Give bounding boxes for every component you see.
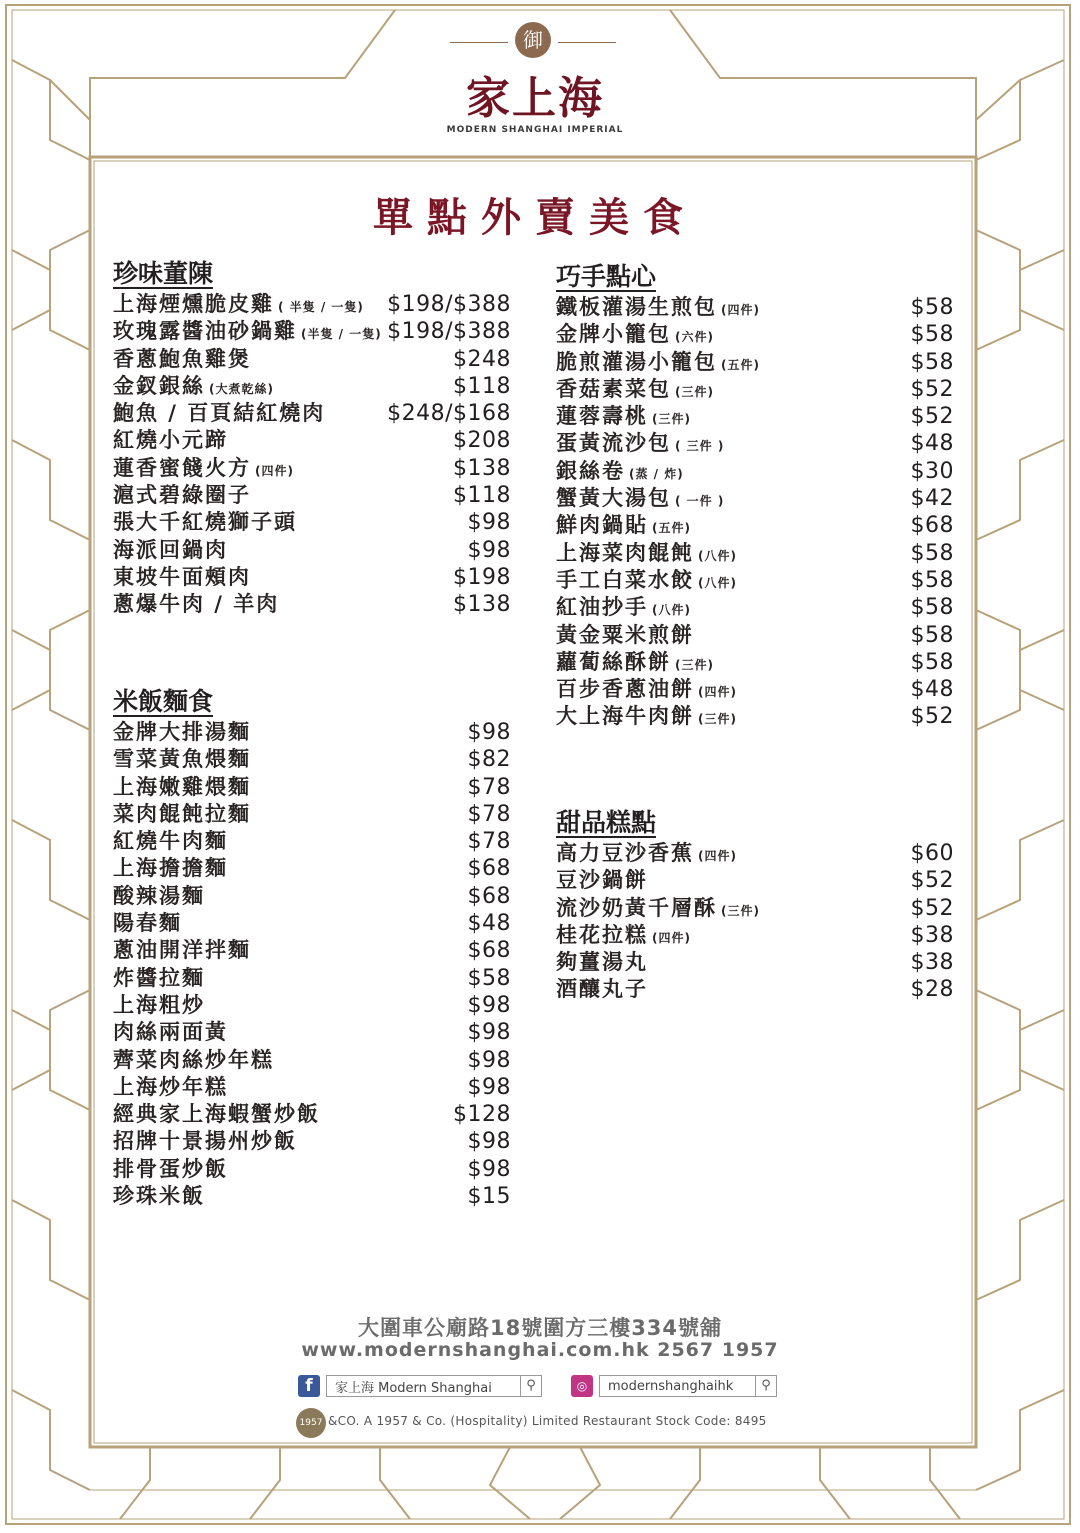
menu-item — [113, 1047, 511, 1074]
menu-item — [113, 1019, 511, 1046]
section-title: 珍味董陳 — [113, 259, 214, 288]
menu-item — [113, 937, 511, 964]
menu-item — [113, 855, 511, 882]
item-price: $198/$388 — [387, 319, 511, 345]
item-price: $38 — [910, 950, 954, 976]
item-name: 炸醬拉麵 — [113, 965, 205, 990]
item-price: $48 — [910, 677, 954, 703]
item-price: $118 — [453, 483, 511, 509]
item-price: $198 — [453, 564, 511, 590]
facebook-search-bar — [298, 1374, 542, 1398]
instagram-search-bar — [571, 1374, 777, 1398]
item-price: $68 — [467, 856, 511, 882]
item-name: 蘿蔔絲酥餅 — [556, 649, 671, 674]
item-price: $58 — [910, 295, 954, 320]
item-name: 鐵板灌湯生煎包 — [556, 295, 717, 319]
facebook-name-box — [326, 1375, 542, 1397]
item-name: 流沙奶黃千層酥 — [556, 895, 717, 920]
item-name: 香菇素菜包 — [556, 376, 671, 401]
menu-item — [556, 922, 954, 949]
menu-item — [113, 1074, 511, 1101]
item-price: $98 — [467, 1047, 511, 1073]
item-name: 排骨蛋炒飯 — [113, 1156, 228, 1181]
facebook-page-name: 家上海 Modern Shanghai — [335, 1380, 492, 1396]
menu-item — [113, 801, 511, 828]
item-price: $78 — [467, 774, 511, 800]
item-price: $82 — [467, 747, 511, 773]
menu-item — [556, 622, 954, 649]
item-name: 雪菜黃魚煨麵 — [113, 747, 251, 772]
item-portion-note: (四件) — [698, 849, 737, 863]
header-rule-right — [558, 42, 616, 43]
item-portion-note: (五件) — [652, 521, 691, 536]
item-price: $98 — [467, 1156, 511, 1182]
item-price: $138 — [453, 455, 511, 481]
header-rule-left — [450, 42, 508, 43]
item-price: $58 — [910, 322, 954, 348]
item-price: $52 — [910, 868, 954, 894]
item-price: $98 — [467, 1020, 511, 1046]
menu-item — [113, 346, 511, 373]
menu-item — [113, 1128, 511, 1155]
item-price: $58 — [910, 595, 954, 621]
item-price: $30 — [910, 458, 954, 484]
section-tianpin — [556, 806, 954, 1004]
menu-item — [113, 719, 511, 746]
item-portion-note: (半隻 / 一隻) — [301, 327, 382, 342]
instagram-name-box — [599, 1375, 777, 1397]
item-portion-note: ( 半隻 / 一隻) — [278, 300, 364, 314]
item-price: $78 — [467, 801, 511, 827]
menu-item — [113, 883, 511, 910]
item-price: $15 — [467, 1184, 511, 1210]
item-name: 銀絲卷 — [556, 458, 625, 483]
search-icon: ⚲ — [520, 1376, 541, 1396]
instagram-icon: ◎ — [571, 1375, 593, 1397]
item-portion-note: (四件) — [698, 685, 737, 700]
item-price: $52 — [910, 376, 954, 402]
item-name: 蓮蓉壽桃 — [556, 404, 648, 429]
menu-item — [113, 774, 511, 801]
item-price: $98 — [467, 1074, 511, 1100]
item-portion-note: (蒸 / 炸) — [629, 466, 684, 481]
item-name: 上海粗炒 — [113, 992, 205, 1017]
item-name: 上海煙燻脆皮雞 — [113, 292, 274, 316]
item-price: $138 — [453, 592, 511, 618]
instagram-handle: modernshanghaihk — [608, 1378, 734, 1394]
item-portion-note: ( 一件 ) — [675, 494, 725, 509]
item-name: 紅燒牛肉麵 — [113, 829, 228, 854]
section-mifan — [113, 685, 511, 1210]
company-logo: 1957 — [296, 1408, 326, 1438]
item-price: $68 — [910, 513, 954, 539]
item-name: 蔥爆牛肉 / 羊肉 — [113, 592, 280, 617]
item-price: $52 — [910, 704, 954, 730]
section-title: 米飯麵食 — [113, 687, 214, 716]
menu-item — [113, 1183, 511, 1210]
item-portion-note: (八件) — [698, 575, 737, 590]
menu-item — [113, 455, 511, 482]
menu-item — [556, 703, 954, 730]
search-icon: ⚲ — [755, 1376, 776, 1396]
item-price: $58 — [910, 622, 954, 648]
item-price: $28 — [910, 977, 954, 1003]
menu-item — [113, 537, 511, 564]
menu-item — [113, 746, 511, 773]
item-name: 蔥油開洋拌麵 — [113, 938, 251, 963]
item-price: $98 — [467, 992, 511, 1018]
item-price: $48 — [467, 911, 511, 937]
item-name: 夠薑湯丸 — [556, 950, 648, 975]
item-name: 脆煎灌湯小籠包 — [556, 349, 717, 374]
item-name: 高力豆沙香蕉 — [556, 841, 694, 865]
item-name: 手工白菜水餃 — [556, 567, 694, 592]
menu-item — [113, 564, 511, 591]
menu-item — [113, 992, 511, 1019]
menu-item — [556, 540, 954, 567]
menu-item — [556, 895, 954, 922]
menu-item — [556, 294, 954, 321]
item-name: 鮮肉鍋貼 — [556, 513, 648, 538]
item-name: 豆沙鍋餅 — [556, 868, 648, 893]
item-portion-note: (八件) — [652, 603, 691, 618]
item-name: 菜肉餛飩拉麵 — [113, 801, 251, 826]
menu-item — [113, 318, 511, 345]
seal-logo: 御 — [515, 22, 551, 58]
item-name: 珍珠米飯 — [113, 1184, 205, 1209]
facebook-icon: f — [298, 1375, 320, 1397]
menu-item — [556, 567, 954, 594]
item-price: $208 — [453, 428, 511, 454]
item-name: 蟹黃大湯包 — [556, 486, 671, 511]
item-name: 大上海牛肉餅 — [556, 704, 694, 729]
item-name: 上海菜肉餛飩 — [556, 540, 694, 565]
item-name: 紅油抄手 — [556, 595, 648, 620]
item-price: $98 — [467, 720, 511, 745]
menu-item — [113, 427, 511, 454]
item-price: $248 — [453, 346, 511, 372]
item-price: $58 — [910, 567, 954, 593]
item-price: $98 — [467, 537, 511, 563]
item-name: 鮑魚 / 百頁結紅燒肉 — [113, 401, 326, 426]
item-name: 黃金粟米煎餅 — [556, 622, 694, 647]
menu-item — [556, 458, 954, 485]
section-title: 巧手點心 — [556, 262, 657, 291]
item-name: 薺菜肉絲炒年糕 — [113, 1047, 274, 1072]
item-portion-note: (八件) — [698, 548, 737, 563]
menu-item — [556, 594, 954, 621]
item-name: 上海擔擔麵 — [113, 856, 228, 881]
menu-item — [556, 349, 954, 376]
item-name: 金牌大排湯麵 — [113, 720, 251, 744]
item-price: $60 — [910, 841, 954, 866]
item-name: 酒釀丸子 — [556, 977, 648, 1002]
item-name: 東坡牛面頰肉 — [113, 564, 251, 589]
item-price: $118 — [453, 373, 511, 399]
item-price: $68 — [467, 883, 511, 909]
item-portion-note: (六件) — [675, 330, 714, 345]
section-zhenwei — [113, 257, 511, 619]
item-price: $78 — [467, 829, 511, 855]
item-name: 上海嫩雞煨麵 — [113, 774, 251, 799]
item-name: 肉絲兩面黃 — [113, 1020, 228, 1045]
restaurant-address: 大圍車公廟路18號圍方三樓334號舖 — [357, 1316, 723, 1340]
company-info: &CO. A 1957 & Co. (Hospitality) Limited Restaurant Stock Code: 8495 — [328, 1414, 767, 1428]
menu-item — [556, 512, 954, 539]
menu-item — [556, 376, 954, 403]
menu-item — [113, 910, 511, 937]
item-price: $68 — [467, 938, 511, 964]
item-portion-note: (五件) — [721, 357, 760, 372]
item-name: 滬式碧綠圈子 — [113, 483, 251, 508]
item-price: $58 — [910, 649, 954, 675]
brand-logo: 家上海 — [466, 73, 604, 124]
menu-item — [113, 828, 511, 855]
menu-item — [113, 1101, 511, 1128]
item-portion-note: (三件) — [721, 903, 760, 918]
menu-item — [556, 676, 954, 703]
item-price: $52 — [910, 404, 954, 430]
item-name: 金釵銀絲 — [113, 373, 205, 398]
item-name: 玫瑰露醬油砂鍋雞 — [113, 319, 297, 344]
section-dianxin — [556, 260, 954, 731]
item-price: $248/$168 — [387, 401, 511, 427]
item-name: 酸辣湯麵 — [113, 883, 205, 908]
item-price: $52 — [910, 895, 954, 921]
item-name: 上海炒年糕 — [113, 1074, 228, 1099]
website-and-phone: www.modernshanghai.com.hk 2567 1957 — [301, 1339, 779, 1361]
item-price: $38 — [910, 922, 954, 948]
item-price: $48 — [910, 431, 954, 457]
item-name: 金牌小籠包 — [556, 322, 671, 347]
item-price: $198/$388 — [387, 292, 511, 317]
item-name: 陽春麵 — [113, 911, 182, 936]
item-price: $98 — [467, 510, 511, 536]
menu-item — [113, 482, 511, 509]
menu-item — [556, 976, 954, 1003]
menu-item — [556, 430, 954, 457]
menu-item — [556, 485, 954, 512]
item-name: 蛋黃流沙包 — [556, 431, 671, 456]
menu-item — [113, 400, 511, 427]
menu-item — [556, 867, 954, 894]
item-name: 張大千紅燒獅子頭 — [113, 510, 297, 535]
menu-item — [113, 965, 511, 992]
item-price: $58 — [910, 540, 954, 566]
item-portion-note: (四件) — [652, 930, 691, 945]
menu-item — [113, 373, 511, 400]
item-price: $128 — [453, 1102, 511, 1128]
item-name: 蓮香蜜餞火方 — [113, 455, 251, 480]
menu-item — [113, 591, 511, 618]
item-portion-note: (三件) — [652, 412, 691, 427]
item-price: $58 — [467, 965, 511, 991]
item-portion-note: (三件) — [698, 712, 737, 727]
menu-item — [556, 949, 954, 976]
menu-item — [556, 321, 954, 348]
item-price: $58 — [910, 349, 954, 375]
section-title: 甜品糕點 — [556, 808, 657, 837]
item-name: 桂花拉糕 — [556, 922, 648, 947]
item-name: 香蔥鮑魚雞煲 — [113, 346, 251, 371]
item-price: $42 — [910, 486, 954, 512]
menu-item — [556, 840, 954, 867]
menu-item — [556, 649, 954, 676]
item-portion-note: (三件) — [675, 657, 714, 672]
brand-english-name: MODERN SHANGHAI IMPERIAL — [446, 125, 624, 135]
menu-item — [113, 509, 511, 536]
menu-item — [113, 1156, 511, 1183]
item-name: 紅燒小元蹄 — [113, 428, 228, 453]
item-name: 海派回鍋肉 — [113, 537, 228, 562]
item-portion-note: (大煮乾絲) — [209, 381, 274, 396]
menu-item — [556, 403, 954, 430]
item-name: 百步香蔥油餅 — [556, 677, 694, 702]
item-portion-note: (三件) — [675, 384, 714, 399]
item-name: 經典家上海蝦蟹炒飯 — [113, 1102, 320, 1127]
item-portion-note: (四件) — [255, 463, 294, 478]
menu-title: 單點外賣美食 — [373, 194, 697, 241]
item-portion-note: ( 三件 ) — [675, 439, 725, 454]
menu-item — [113, 291, 511, 318]
item-portion-note: (四件) — [721, 303, 760, 317]
item-name: 招牌十景揚州炒飯 — [113, 1129, 297, 1154]
item-price: $98 — [467, 1129, 511, 1155]
